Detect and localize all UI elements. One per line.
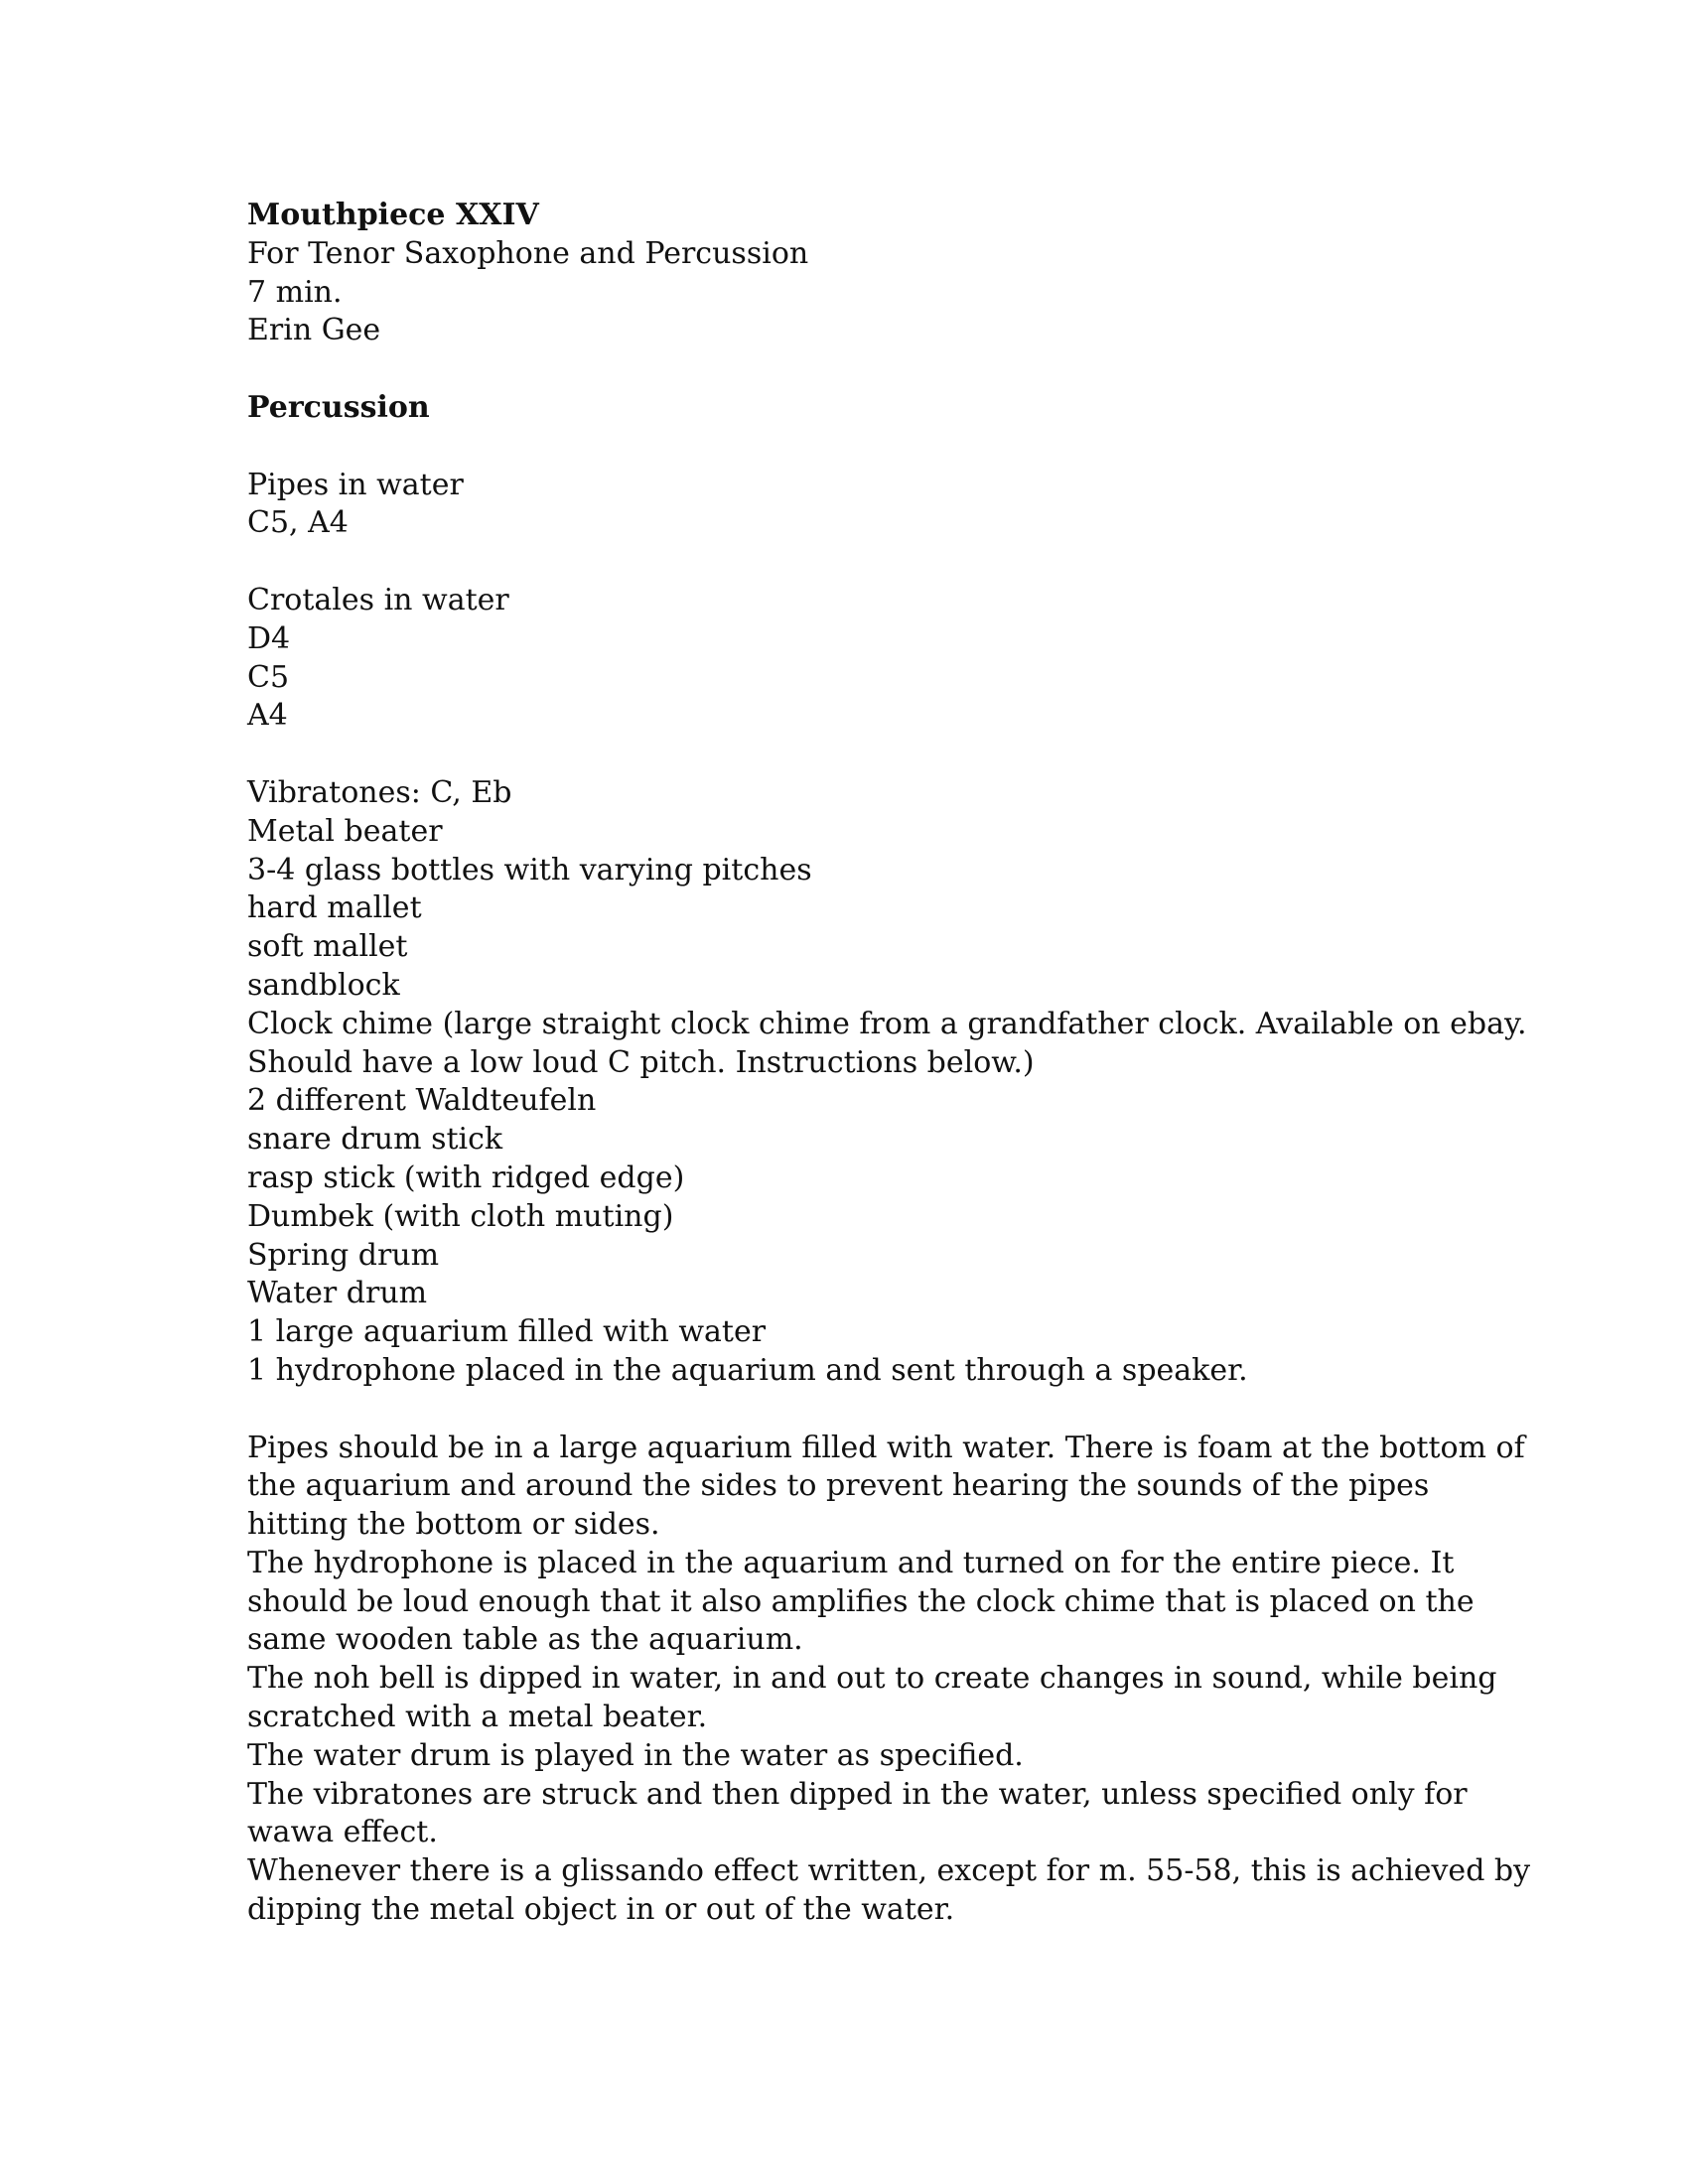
instrument-list: [247, 774, 1527, 1391]
pipes-label: Pipes in water: [247, 467, 464, 502]
notes-line: The vibratones are struck and then dipped in the water, unless specified only for: [247, 1776, 1468, 1812]
instrument-item: Metal beater: [247, 813, 443, 849]
instrument-item: Dumbek (with cloth muting): [247, 1198, 674, 1234]
spacer: [247, 736, 1488, 774]
instrument-item: Vibratones: C, Eb: [247, 774, 512, 810]
notes-line: dipping the metal object in or out of the water.: [247, 1892, 955, 1928]
notes-line: same wooden table as the aquarium.: [247, 1622, 803, 1658]
notes-line: The water drum is played in the water as specified.: [247, 1737, 1024, 1773]
instrument-item: snare drum stick: [247, 1122, 503, 1158]
instrument-item: 1 large aquarium filled with water: [247, 1314, 767, 1350]
instrument-item: soft mallet: [247, 929, 408, 965]
notes-line: should be loud enough that it also amplifies the clock chime that is placed on the: [247, 1583, 1475, 1619]
instrument-item: 3-4 glass bottles with varying pitches: [247, 852, 812, 887]
crotales-pitch: D4: [247, 620, 291, 656]
notes-line: Pipes should be in a large aquarium filled with water. There is foam at the bottom of: [247, 1430, 1525, 1465]
instrument-item: sandblock: [247, 967, 400, 1003]
percussion-heading: Percussion: [247, 389, 430, 425]
instrument-item: 1 hydrophone placed in the aquarium and sent through a speaker.: [247, 1352, 1248, 1388]
pipes-pitches: C5, A4: [247, 505, 349, 541]
notes-line: the aquarium and around the sides to prevent hearing the sounds of the pipes: [247, 1468, 1430, 1504]
notes-line: scratched with a metal beater.: [247, 1700, 708, 1735]
instrument-item: Water drum: [247, 1276, 428, 1311]
instrumentation-subtitle: For Tenor Saxophone and Percussion: [247, 235, 809, 271]
instrument-item: Clock chime (large straight clock chime from a grandfather clock. Available on ebay.: [247, 1006, 1527, 1041]
spacer: [247, 543, 1488, 582]
crotales-pitch: C5: [247, 659, 290, 695]
piece-title: Mouthpiece XXIV: [247, 198, 539, 232]
instrument-item: Spring drum: [247, 1237, 440, 1273]
spacer: [247, 428, 1488, 467]
instrument-item: rasp stick (with ridged edge): [247, 1160, 685, 1195]
spacer: [247, 1391, 1488, 1430]
notes-line: Whenever there is a glissando effect written, except for m. 55-58, this is achieved by: [247, 1853, 1531, 1889]
instrument-item: Should have a low loud C pitch. Instructions below.): [247, 1044, 1035, 1080]
notes-line: The hydrophone is placed in the aquarium and turned on for the entire piece. It: [247, 1545, 1455, 1580]
notes-line: wawa effect.: [247, 1815, 438, 1850]
crotales-label: Crotales in water: [247, 582, 509, 617]
instrument-item: hard mallet: [247, 890, 422, 926]
notes-line: The noh bell is dipped in water, in and out to create changes in sound, while being: [247, 1661, 1497, 1697]
spacer: [247, 350, 1488, 389]
composer-name: Erin Gee: [247, 313, 381, 348]
notes-line: hitting the bottom or sides.: [247, 1507, 660, 1543]
instrument-item: 2 different Waldteufeln: [247, 1083, 597, 1119]
crotales-pitch: A4: [247, 698, 288, 734]
performance-notes: [247, 1430, 1531, 1930]
document-page: [247, 197, 1531, 1930]
duration: 7 min.: [247, 274, 343, 310]
